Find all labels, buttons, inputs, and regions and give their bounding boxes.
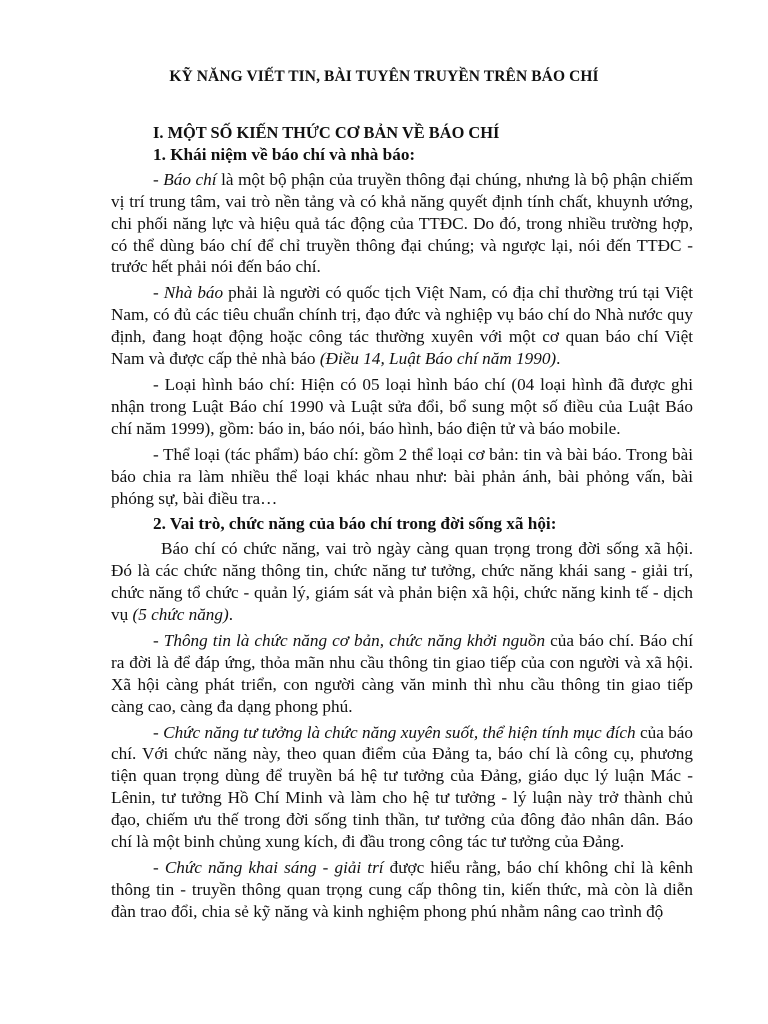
paragraph-prefix: - [153, 858, 165, 877]
paragraph-press-genres: - Thể loại (tác phẩm) báo chí: gồm 2 thể loại cơ bản: tin và bài báo. Trong bài báo chia ra làm nhiều thể loại khác nhau như: bài phản ánh, bài phỏng vấn, bài phóng sự, bài điều tra… [111, 444, 693, 508]
paragraph-text: của báo chí. Với chức năng này, theo quan điểm của Đảng ta, báo chí là công cụ, phương tiện quan trọng dùng để truyền bá hệ tư tưởng của Đảng, giáo dục lý luận Mác - Lênin, tư tưởng Hồ Chí Minh và làm cho hệ tư tưởng - lý luận này trở thành chủ đạo, chiếm ưu thế trong đời sống tinh thần, tư tưởng của đông đảo nhân dân. Báo chí là một binh chủng xung kích, đi đầu trong công tác tư tưởng của Đảng. [111, 722, 694, 852]
paragraph-press-types: - Loại hình báo chí: Hiện có 05 loại hình báo chí (04 loại hình đã được ghi nhận trong Luật Báo chí 1990 và Luật sửa đổi, bổ sung một số điều của Luật Báo chí năm 1999), gồm: báo in, báo nói, báo hình, báo điện tử và báo mobile. [111, 374, 693, 438]
paragraph-end: . [556, 349, 561, 369]
paragraph-text: là một bộ phận của truyền thông đại chúng, nhưng là bộ phận chiếm vị trí trung tâm, vai trò nền tảng và có khả năng quyết định tính chất, khuynh ướng, chi phối năng lực và hiệu quả tác động của TTĐC. Do đó, trong nhiều trường hợp, có thể dùng báo chí để chỉ truyền thông đại chúng; và ngược lại, nói đến TTĐC - trước hết phải nói đến báo chí. [111, 169, 694, 277]
subsection-heading-concepts: 1. Khái niệm về báo chí và nhà báo: [153, 144, 416, 164]
paragraph-italic-citation: (5 chức năng) [132, 605, 229, 625]
paragraph-prefix: - [153, 169, 164, 189]
paragraph-end: . [228, 605, 234, 625]
paragraph-journalist-definition [111, 282, 693, 370]
paragraph-prefix: - [153, 722, 164, 742]
paragraph-italic-term: Chức năng khai sáng - giải trí [164, 858, 384, 877]
document-title: KỸ NĂNG VIẾT TIN, BÀI TUYÊN TRUYỀN TRÊN BÁO CHÍ [169, 68, 599, 85]
subsection-heading-roles: 2. Vai trò, chức năng của báo chí trong đời sống xã hội: [153, 514, 557, 534]
paragraph-italic-term: Báo chí [163, 169, 217, 189]
paragraph-prefix: - [153, 283, 164, 303]
paragraph-press-definition [111, 169, 693, 279]
document-body [111, 122, 693, 927]
paragraph-text: Báo chí có chức năng, vai trò ngày càng quan trọng trong đời sống xã hội. Đó là các chức năng thông tin, chức năng tư tưởng, chức năng khái sang - giải trí, chức năng tổ chức - quản lý, giám sát và phản biện xã hội, chức năng kinh tế - dịch vụ [111, 539, 693, 625]
paragraph-information-function [111, 630, 693, 718]
paragraph-text: phải là người có quốc tịch Việt Nam, có địa chỉ thường trú tại Việt Nam, có đủ các tiêu chuẩn chính trị, đạo đức và nghiệp vụ báo chí do Nhà nước quy định, đang hoạt động hoặc công tác thường xuyên với một cơ quan báo chí Việt Nam và được cấp thẻ nhà báo [111, 283, 694, 369]
paragraph-text: của báo chí. Báo chí ra đời là để đáp ứng, thỏa mãn nhu cầu thông tin giao tiếp của con người và xã hội. Xã hội càng phát triển, con người càng văn minh thì nhu cầu thông tin giao tiếp càng cao, càng đa dạng phong phú. [111, 630, 694, 716]
paragraph-italic-citation: (Điều 14, Luật Báo chí năm 1990) [319, 349, 557, 369]
paragraph-text: được hiểu rằng, báo chí không chỉ là kênh thông tin - truyền thông quan trọng cung cấp thông tin, kiến thức, mà còn là diễn đàn trao đổi, chia sẻ kỹ năng và kinh nghiệm phong phú nhằm nâng cao trình độ [111, 858, 693, 921]
paragraph-prefix: - [153, 630, 164, 650]
paragraph-roles-intro [111, 538, 693, 626]
paragraph-italic-term: Thông tin là chức năng cơ bản, chức năng khởi nguồn [163, 630, 546, 650]
paragraph-ideology-function [111, 722, 693, 853]
paragraph-italic-term: Nhà báo [163, 283, 224, 303]
paragraph-enlightenment-function [111, 857, 693, 923]
paragraph-italic-term: Chức năng tư tưởng là chức năng xuyên suốt, thể hiện tính mục đích [163, 722, 636, 742]
section-heading: I. MỘT SỐ KIẾN THỨC CƠ BẢN VỀ BÁO CHÍ [153, 123, 500, 142]
